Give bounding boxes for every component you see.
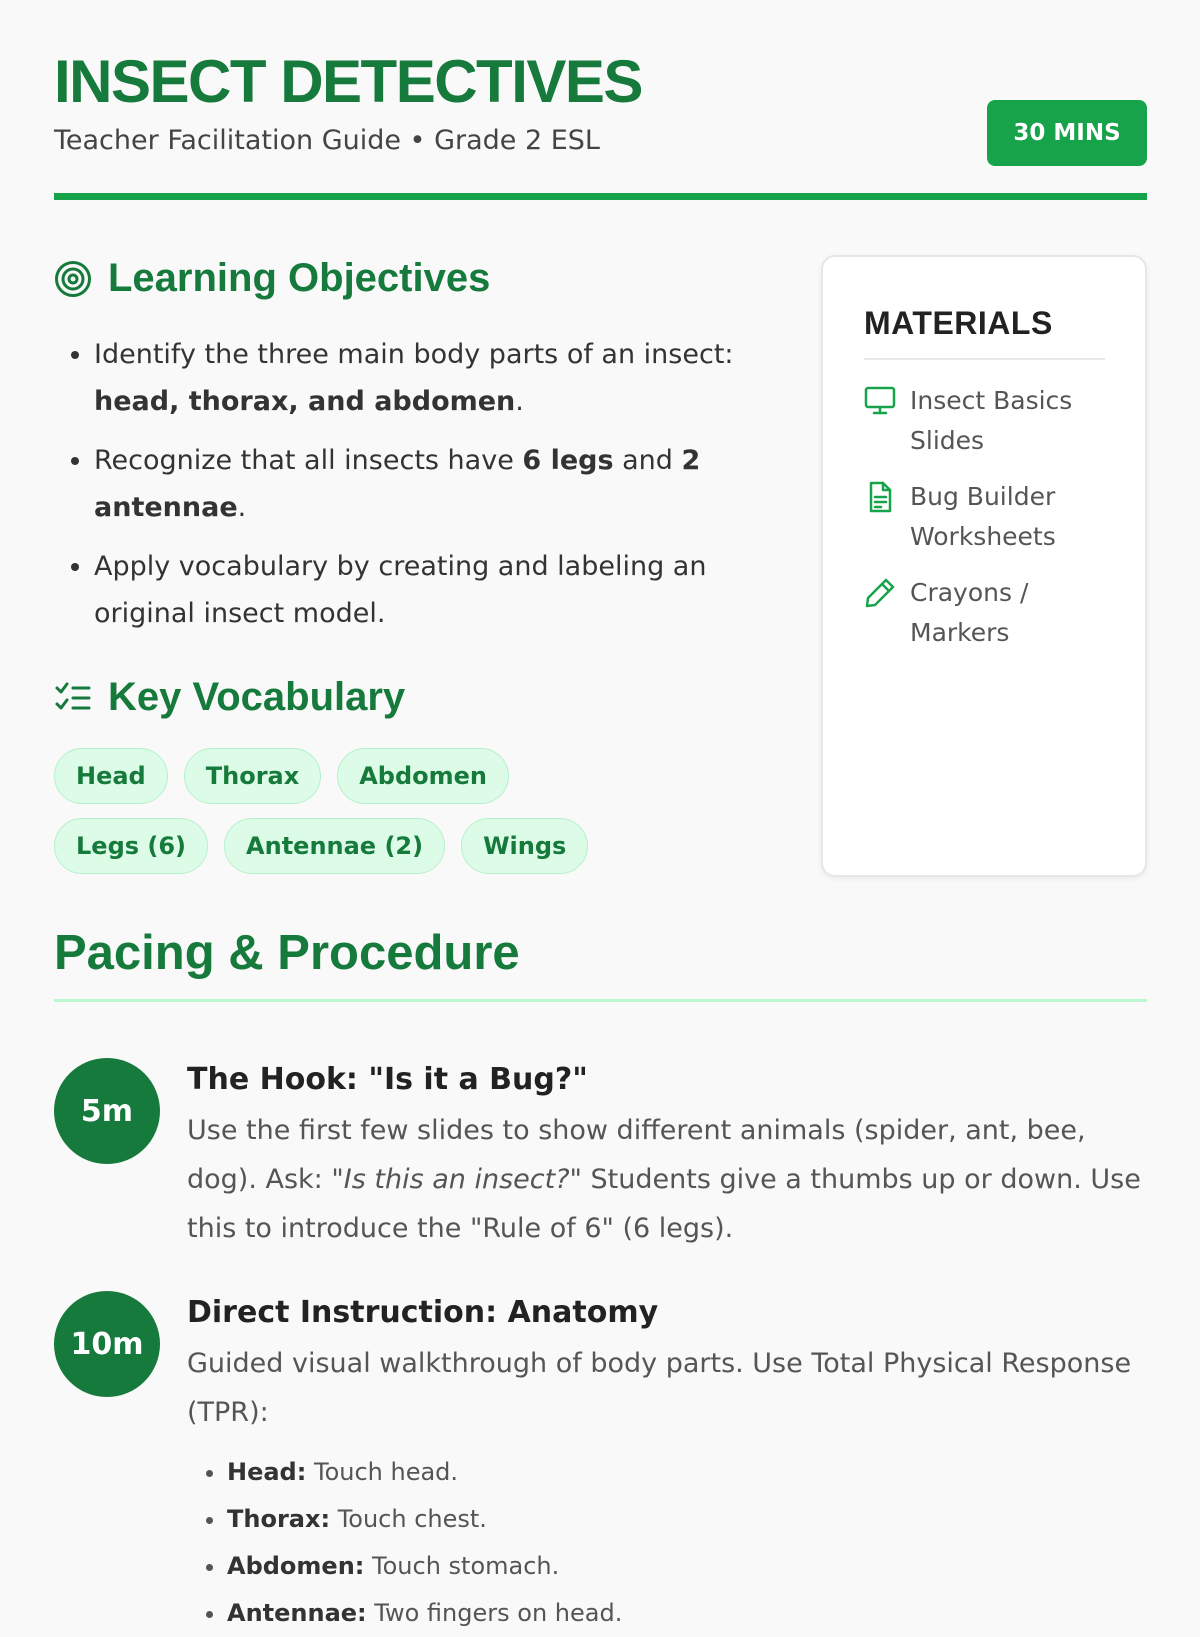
tpr-item: • Antennae: Two fingers on head. (227, 1590, 1147, 1637)
tpr-item: • Head: Touch head. (227, 1449, 1147, 1496)
duration-badge: 30 MINS (987, 100, 1147, 166)
objective-item: • Identify the three main body parts of an insect: head, thorax, and abdomen. (94, 331, 774, 425)
material-item (864, 481, 1114, 557)
target-icon (54, 259, 94, 299)
material-item (864, 385, 1114, 461)
vocab-chip-antennae: Antennae (2) (224, 818, 445, 874)
document-icon (864, 481, 896, 513)
tpr-item: • Abdomen: Touch stomach. (227, 1543, 1147, 1590)
header-divider (54, 193, 1147, 200)
pacing-heading: Pacing & Procedure (54, 926, 520, 980)
step-time-badge: 10m (54, 1291, 160, 1397)
lesson-guide (54, 0, 1147, 1627)
step-description: Guided visual walkthrough of body parts. Use Total Physical Response (TPR): (187, 1348, 1132, 1428)
monitor-icon (864, 385, 896, 417)
key-vocabulary-section (54, 675, 774, 874)
vocab-chip-abdomen: Abdomen (337, 748, 509, 804)
material-label: Crayons / Markers (910, 578, 1029, 647)
page-subtitle: Teacher Facilitation Guide • Grade 2 ESL (54, 125, 600, 156)
vocabulary-chips (54, 748, 674, 874)
material-label: Bug Builder Worksheets (910, 482, 1056, 551)
material-label: Insect Basics Slides (910, 386, 1073, 455)
checklist-icon (54, 678, 94, 718)
materials-heading: MATERIALS (864, 305, 1053, 341)
learning-objectives-section (54, 256, 774, 649)
vocab-chip-thorax: Thorax (184, 748, 321, 804)
vocab-chip-wings: Wings (461, 818, 588, 874)
step-title: Direct Instruction: Anatomy (187, 1295, 659, 1330)
objectives-list (54, 331, 774, 637)
page-header (54, 0, 1147, 200)
step-time-badge: 5m (54, 1058, 160, 1164)
tpr-item: • Thorax: Touch chest. (227, 1496, 1147, 1543)
material-item (864, 577, 1114, 653)
tpr-list (187, 1449, 1147, 1637)
materials-list (864, 385, 1114, 673)
objective-item: • Recognize that all insects have 6 legs and 2 antennae. (94, 437, 774, 531)
vocabulary-heading: Key Vocabulary (108, 675, 406, 719)
vocab-chip-legs: Legs (6) (54, 818, 208, 874)
pencil-icon (864, 577, 896, 609)
step-title: The Hook: "Is it a Bug?" (187, 1062, 588, 1097)
pacing-section (54, 925, 1147, 1002)
vocab-chip-head: Head (54, 748, 168, 804)
materials-card (821, 255, 1147, 877)
step-description: Use the first few slides to show different animals (spider, ant, bee, dog). Ask: "Is this an insect?" Students give a thumbs up or down. Use this to introduce the "Rule of 6" (6 legs). (187, 1115, 1141, 1244)
page-title: INSECT DETECTIVES (54, 48, 642, 115)
materials-divider (864, 358, 1105, 360)
objectives-heading: Learning Objectives (108, 256, 491, 300)
objective-item: • Apply vocabulary by creating and labeling an original insect model. (94, 543, 774, 637)
pacing-divider (54, 999, 1147, 1002)
